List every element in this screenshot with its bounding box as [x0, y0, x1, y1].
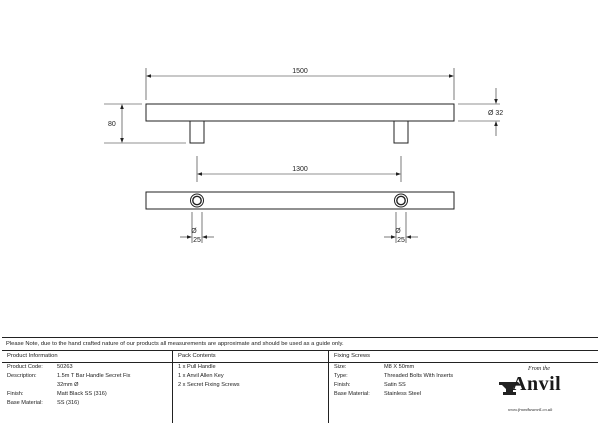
logo-name: Anvil: [512, 373, 562, 395]
row-key: Finish:: [7, 391, 24, 397]
product-information-heading: Product Information: [2, 351, 172, 363]
product-information-column: [2, 351, 172, 423]
fixing-left-symbol: Ø: [191, 228, 197, 235]
logo-from-text: From the: [528, 366, 550, 372]
pack-contents-column: [172, 351, 328, 423]
row-value: Stainless Steel: [384, 391, 422, 397]
length-dimension: [146, 68, 454, 100]
fixing-hole-right: [395, 194, 408, 207]
row-key: Description:: [7, 373, 37, 379]
product-info-row: [2, 372, 172, 381]
row-value: 1.5m T Bar Handle Secret Fix: [57, 373, 131, 379]
bar-diameter-label: Ø 32: [488, 110, 504, 117]
fixing-dimension-left: [180, 212, 214, 244]
fixing-right-value: 25: [397, 237, 405, 244]
row-key: Type:: [334, 373, 348, 379]
pack-item: 1 x Pull Handle: [178, 364, 216, 370]
fixing-hole-left: [191, 194, 204, 207]
pack-contents-heading: Pack Contents: [173, 351, 328, 363]
row-key: Finish:: [334, 382, 351, 388]
row-key: Product Code:: [7, 364, 43, 370]
handle-leg-right: [394, 121, 408, 143]
product-info-row: [2, 399, 172, 408]
product-info-row: [2, 381, 172, 390]
fixing-screws-column: [328, 351, 598, 423]
pack-item: 2 x Secret Fixing Screws: [178, 382, 240, 388]
row-key: Base Material:: [7, 400, 43, 406]
product-info-row: [2, 390, 172, 399]
logo-url: www.fromtheanvil.co.uk: [508, 407, 553, 412]
fixing-right-symbol: Ø: [395, 228, 401, 235]
height-label: 80: [108, 121, 116, 128]
row-value: 50263: [57, 364, 73, 370]
product-info-row: [2, 363, 172, 372]
anvil-logo: [498, 363, 594, 421]
handle-bar-side: [146, 104, 454, 121]
handle-leg-left: [190, 121, 204, 143]
fixing-dimension-right: [384, 212, 418, 244]
row-value: Satin SS: [384, 382, 406, 388]
fixing-screws-heading: Fixing Screws: [329, 351, 598, 363]
centres-dimension: [197, 156, 401, 182]
row-value: SS (316): [57, 400, 80, 406]
centres-label: 1300: [292, 166, 308, 173]
row-value: 32mm Ø: [57, 382, 79, 388]
info-table: [2, 350, 598, 422]
pack-item: 1 x Anvil Allen Key: [178, 373, 224, 379]
row-key: Size:: [334, 364, 347, 370]
fixing-left-value: 25: [193, 237, 201, 244]
disclaimer-note: Please Note, due to the hand crafted nature of our products all measurements are approximate and should be used as a guide only.: [2, 337, 598, 350]
row-value: M8 X 50mm: [384, 364, 415, 370]
length-label: 1500: [292, 68, 308, 75]
row-value: Threaded Bolts With Inserts: [384, 373, 454, 379]
row-value: Matt Black SS (316): [57, 391, 107, 397]
row-key: Base Material:: [334, 391, 370, 397]
bar-diameter-dimension: [458, 88, 503, 136]
